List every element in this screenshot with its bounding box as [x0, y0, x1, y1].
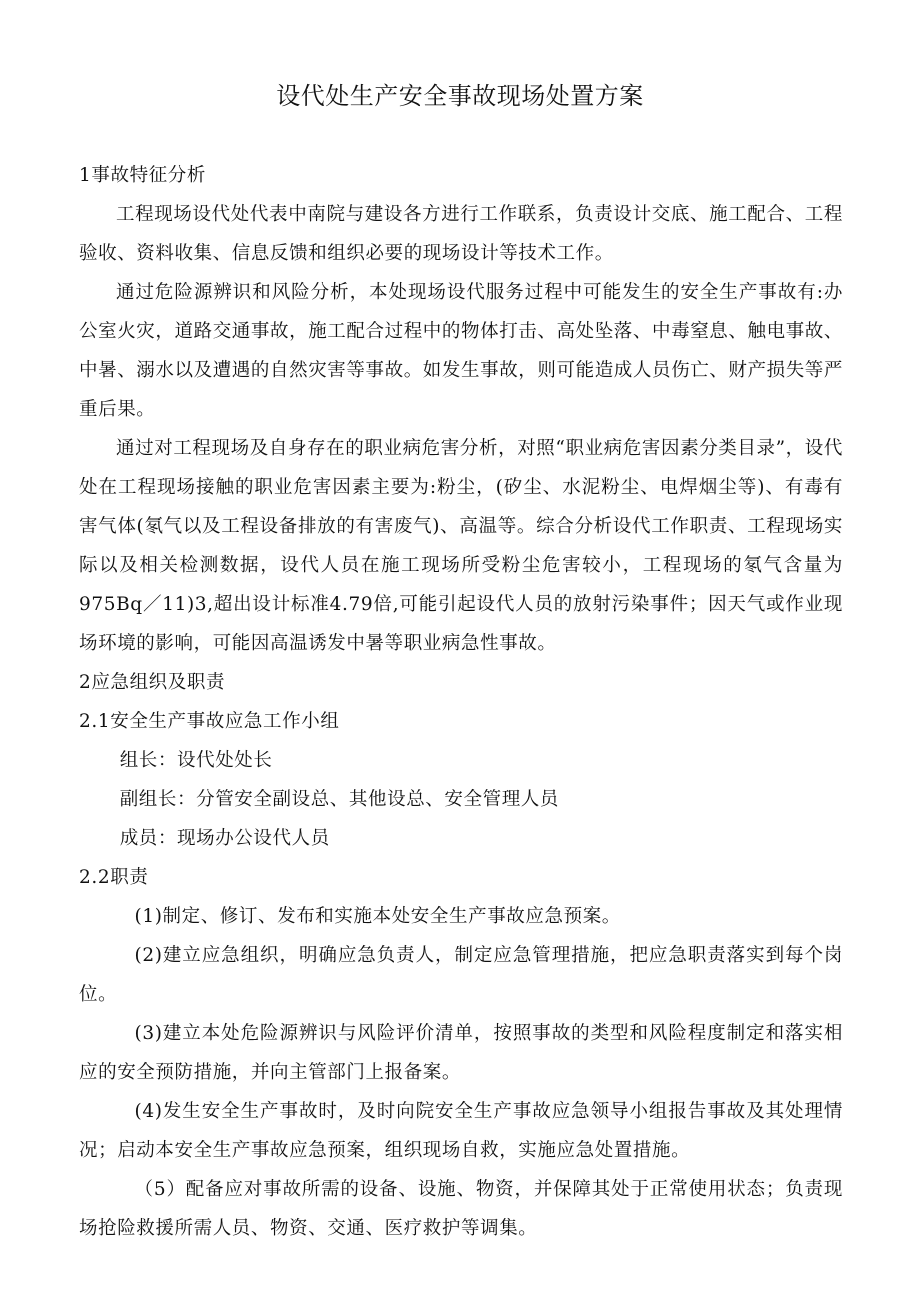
section-1-paragraph-3: 通过对工程现场及自身存在的职业病危害分析，对照“职业病危害因素分类目录”，设代处在工程现场接触的职业危害因素主要为:粉尘，(矽尘、水泥粉尘、电焊烟尘等)、有毒有害气体(氡气以及工程设备排放的有害废气)、高温等。综合分析设代工作职责、工程现场实际以及相关检测数据，设代人员在施工现场所受粉尘危害较小，工程现场的氡气含量为975Bq／11)3,超出设计标准4.79倍,可能引起设代人员的放射污染事件；因天气或作业现场环境的影响，可能因高温诱发中暑等职业病急性事故。 — [79, 438, 843, 654]
section-2-heading: 2应急组织及职责 — [79, 672, 226, 693]
section-2-2-heading: 2.2职责 — [79, 867, 149, 888]
section-2-1-heading: 2.1安全生产事故应急工作小组 — [79, 711, 340, 732]
duty-item-1: (1)制定、修订、发布和实施本处安全生产事故应急预案。 — [134, 906, 621, 927]
section-1-heading: 1事故特征分析 — [79, 165, 206, 186]
team-members: 成员：现场办公设代人员 — [119, 828, 330, 849]
team-deputy-leader: 副组长：分管安全副设总、其他设总、安全管理人员 — [119, 789, 559, 810]
duty-item-2: (2)建立应急组织，明确应急负责人，制定应急管理措施，把应急职责落实到每个岗位。 — [79, 945, 843, 1005]
duty-item-4: (4)发生安全生产事故时，及时向院安全生产事故应急领导小组报告事故及其处理情况；启动本安全生产事故应急预案，组织现场自救，实施应急处置措施。 — [79, 1101, 843, 1161]
document-body — [79, 156, 843, 1248]
duty-item-3: (3)建立本处危险源辨识与风险评价清单，按照事故的类型和风险程度制定和落实相应的安全预防措施，并向主管部门上报备案。 — [79, 1023, 843, 1083]
section-1-paragraph-1: 工程现场设代处代表中南院与建设各方进行工作联系，负责设计交底、施工配合、工程验收、资料收集、信息反馈和组织必要的现场设计等技术工作。 — [79, 204, 843, 264]
duty-item-5: （5）配备应对事故所需的设备、设施、物资，并保障其处于正常使用状态；负责现场抢险救援所需人员、物资、交通、医疗救护等调集。 — [79, 1179, 843, 1239]
section-1-paragraph-2: 通过危险源辨识和风险分析，本处现场设代服务过程中可能发生的安全生产事故有:办公室火灾，道路交通事故，施工配合过程中的物体打击、高处坠落、中毒窒息、触电事故、中暑、溺水以及遭遇的自然灾害等事故。如发生事故，则可能造成人员伤亡、财产损失等严重后果。 — [79, 282, 844, 420]
team-leader: 组长：设代处处长 — [119, 750, 273, 771]
page-title: 设代处生产安全事故现场处置方案 — [276, 82, 644, 110]
